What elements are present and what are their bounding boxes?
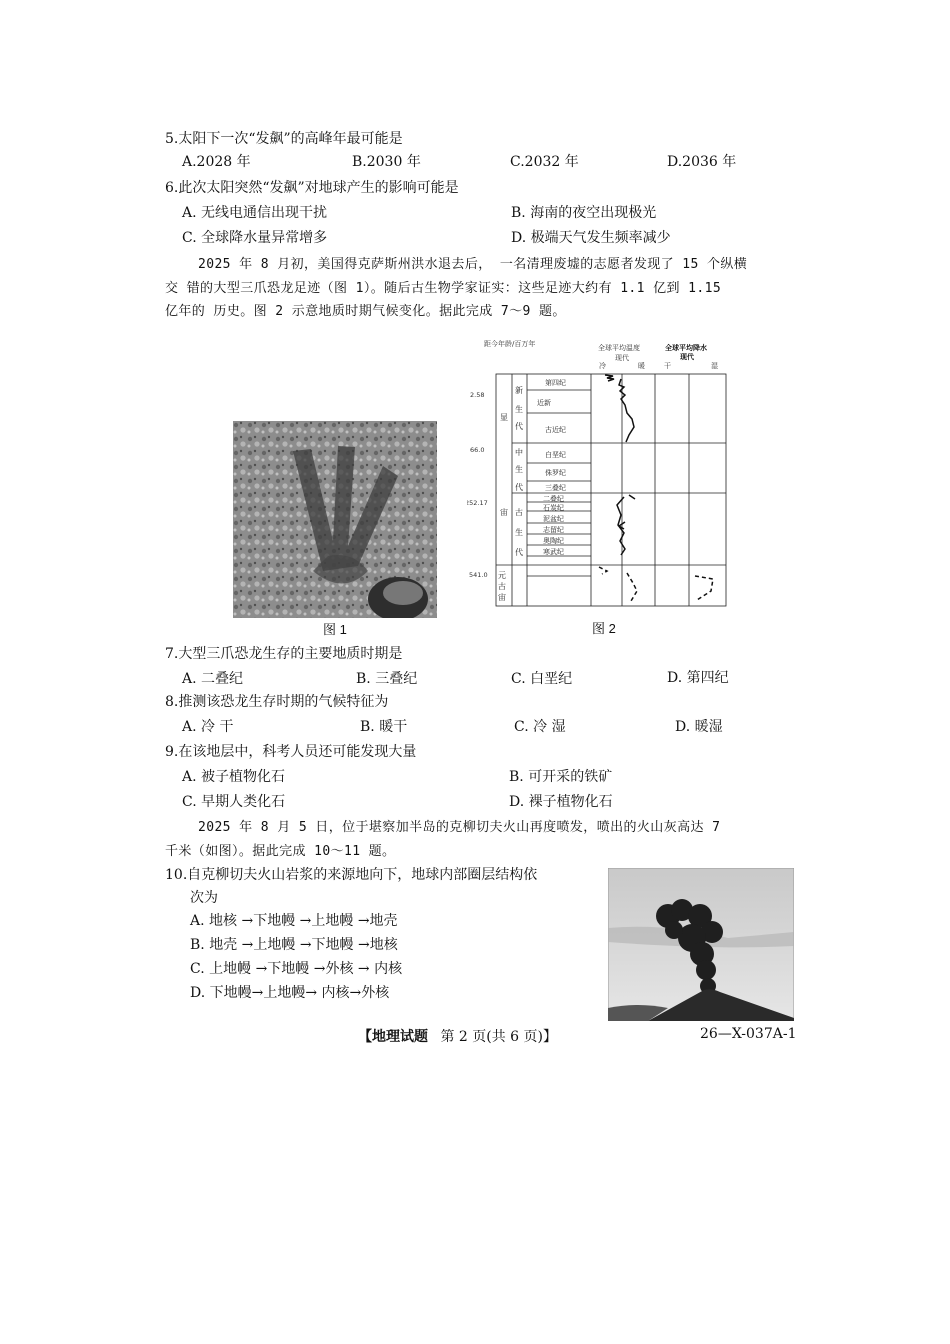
chart-axis-title: 距今年龄/百万年: [484, 340, 536, 348]
era-paleozoic-3: 代: [515, 548, 523, 557]
period-label: 志留纪: [543, 526, 564, 534]
footer-code: 26—X-037A-1: [700, 1026, 797, 1042]
q9-option-d: D. 裸子植物化石: [509, 794, 613, 810]
geologic-climate-chart: [467, 335, 729, 609]
period-label: 石炭纪: [543, 504, 564, 512]
q7-option-b: B. 三叠纪: [356, 671, 418, 687]
period-label: 古近纪: [545, 426, 566, 434]
q7-option-d: D. 第四纪: [667, 670, 729, 686]
temp-column-title: 全球平均温度: [598, 344, 640, 352]
q6-option-c: C. 全球降水量异常增多: [182, 230, 328, 246]
eon-phanerozoic-label: 显: [500, 413, 508, 422]
temp-curve-carboniferous: [629, 495, 635, 499]
period-label: 侏罗纪: [545, 469, 566, 477]
q8-stem: 8.推测该恐龙生存时期的气候特征为: [165, 694, 389, 710]
eon-proterozoic-1: 元: [498, 571, 506, 580]
age-label-3: 252.17: [467, 499, 488, 507]
age-label-4: 541.0: [469, 571, 488, 579]
period-label: 近新: [537, 399, 551, 407]
q10-option-c: C. 上地幔 →下地幔 →外核 → 内核: [190, 961, 403, 977]
rain-column-title: 全球平均降水: [665, 344, 707, 352]
passage2-line-1: 2025 年 8 月 5 日，位于堪察加半岛的克柳切夫火山再度喷发，喷出的火山灰高达 7: [198, 820, 721, 835]
era-cenozoic-1: 新: [515, 386, 523, 395]
era-mesozoic-1: 中: [515, 448, 523, 457]
q9-stem: 9.在该地层中，科考人员还可能发现大量: [165, 744, 417, 760]
temp-curve-cenozoic: [619, 379, 634, 442]
q7-option-a: A. 二叠纪: [182, 671, 244, 687]
eon-proterozoic-2: 古: [498, 582, 506, 591]
q6-stem: 6.此次太阳突然“发飙”对地球产生的影响可能是: [165, 180, 459, 196]
temp-cold-label: 冷: [599, 362, 606, 370]
q10-option-a: A. 地核 →下地幔 →上地幔 →地壳: [190, 913, 398, 929]
q7-option-c: C. 白垩纪: [511, 671, 573, 687]
q5-option-c: C.2032 年: [510, 154, 579, 170]
age-label-2: 66.0: [470, 446, 485, 454]
period-label: 二叠纪: [543, 495, 564, 503]
temp-warm-label: 暖: [638, 362, 645, 370]
period-label: 第四纪: [545, 379, 566, 387]
q10-option-b: B. 地壳 →上地幔 →下地幔 →地核: [190, 937, 398, 953]
rain-column-sub: 现代: [680, 353, 694, 361]
q8-option-d: D. 暖湿: [675, 719, 723, 735]
era-cenozoic-2: 生: [515, 405, 523, 414]
era-mesozoic-2: 生: [515, 465, 523, 474]
period-label: 寒武纪: [543, 548, 564, 556]
eon-phanerozoic-label-2: 宙: [500, 508, 508, 517]
age-label-1: 2.58: [470, 391, 485, 399]
passage1-line-2: 交 错的大型三爪恐龙足迹（图 1）。随后古生物学家证实：这些足迹大约有 1.1 亿到 1.15: [165, 281, 722, 296]
temp-column-sub: 现代: [615, 354, 629, 362]
passage1-line-1: 2025 年 8 月初，美国得克萨斯州洪水退去后， 一名清理废墟的志愿者发现了 15 个纵横: [198, 257, 748, 272]
era-paleozoic-2: 生: [515, 528, 523, 537]
passage2-line-2: 千米（如图）。据此完成 10～11 题。: [165, 844, 396, 859]
q5-option-b: B.2030 年: [352, 154, 421, 170]
figure2-caption: 图 2: [592, 621, 616, 636]
temp-dashed-proterozoic-2: [627, 573, 637, 601]
eon-proterozoic-3: 宙: [498, 593, 506, 602]
q5-stem: 5.太阳下一次“发飙”的高峰年最可能是: [165, 131, 403, 147]
q8-option-b: B. 暖干: [360, 719, 408, 735]
q6-option-a: A. 无线电通信出现干扰: [182, 205, 328, 221]
q10-stem-continued: 次为: [190, 890, 218, 906]
period-label: 三叠纪: [545, 484, 566, 492]
q9-option-a: A. 被子植物化石: [182, 769, 286, 785]
volcano-eruption-photo: [608, 868, 794, 1021]
q9-option-b: B. 可开采的铁矿: [509, 769, 613, 785]
footer-title: 【地理试题: [358, 1029, 428, 1045]
era-cenozoic-3: 代: [515, 422, 523, 431]
rain-dry-label: 干: [664, 362, 671, 370]
q10-option-d: D. 下地幔→上地幔→ 内核→外核: [190, 985, 390, 1001]
q7-stem: 7.大型三爪恐龙生存的主要地质时期是: [165, 646, 403, 662]
q8-option-a: A. 冷 干: [182, 719, 234, 735]
q9-option-c: C. 早期人类化石: [182, 794, 286, 810]
temp-curve-quaternary: [605, 375, 614, 381]
era-paleozoic-1: 古: [515, 508, 523, 517]
passage1-line-3: 亿年的 历史。图 2 示意地质时期气候变化。据此完成 7～9 题。: [165, 304, 566, 319]
period-label: 泥盆纪: [543, 515, 564, 523]
temp-dashed-proterozoic-1: [599, 567, 607, 574]
q8-option-c: C. 冷 湿: [514, 719, 566, 735]
era-mesozoic-3: 代: [515, 483, 523, 492]
figure1-caption: 图 1: [323, 622, 347, 637]
q10-stem: 10.自克柳切夫火山岩浆的来源地向下，地球内部圈层结构依: [165, 867, 538, 883]
dinosaur-footprint-photo: [233, 421, 437, 618]
q6-option-d: D. 极端天气发生频率减少: [511, 230, 671, 246]
period-label: 奥陶纪: [543, 537, 564, 545]
q5-option-d: D.2036 年: [667, 154, 737, 170]
period-label: 白垩纪: [545, 451, 566, 459]
footer-page: 第 2 页(共 6 页)】: [440, 1029, 557, 1045]
rain-wet-label: 湿: [711, 362, 718, 370]
page-footer: [358, 1026, 557, 1046]
q6-option-b: B. 海南的夜空出现极光: [511, 205, 657, 221]
q5-option-a: A.2028 年: [182, 154, 251, 170]
rain-dashed-proterozoic: [695, 576, 713, 600]
